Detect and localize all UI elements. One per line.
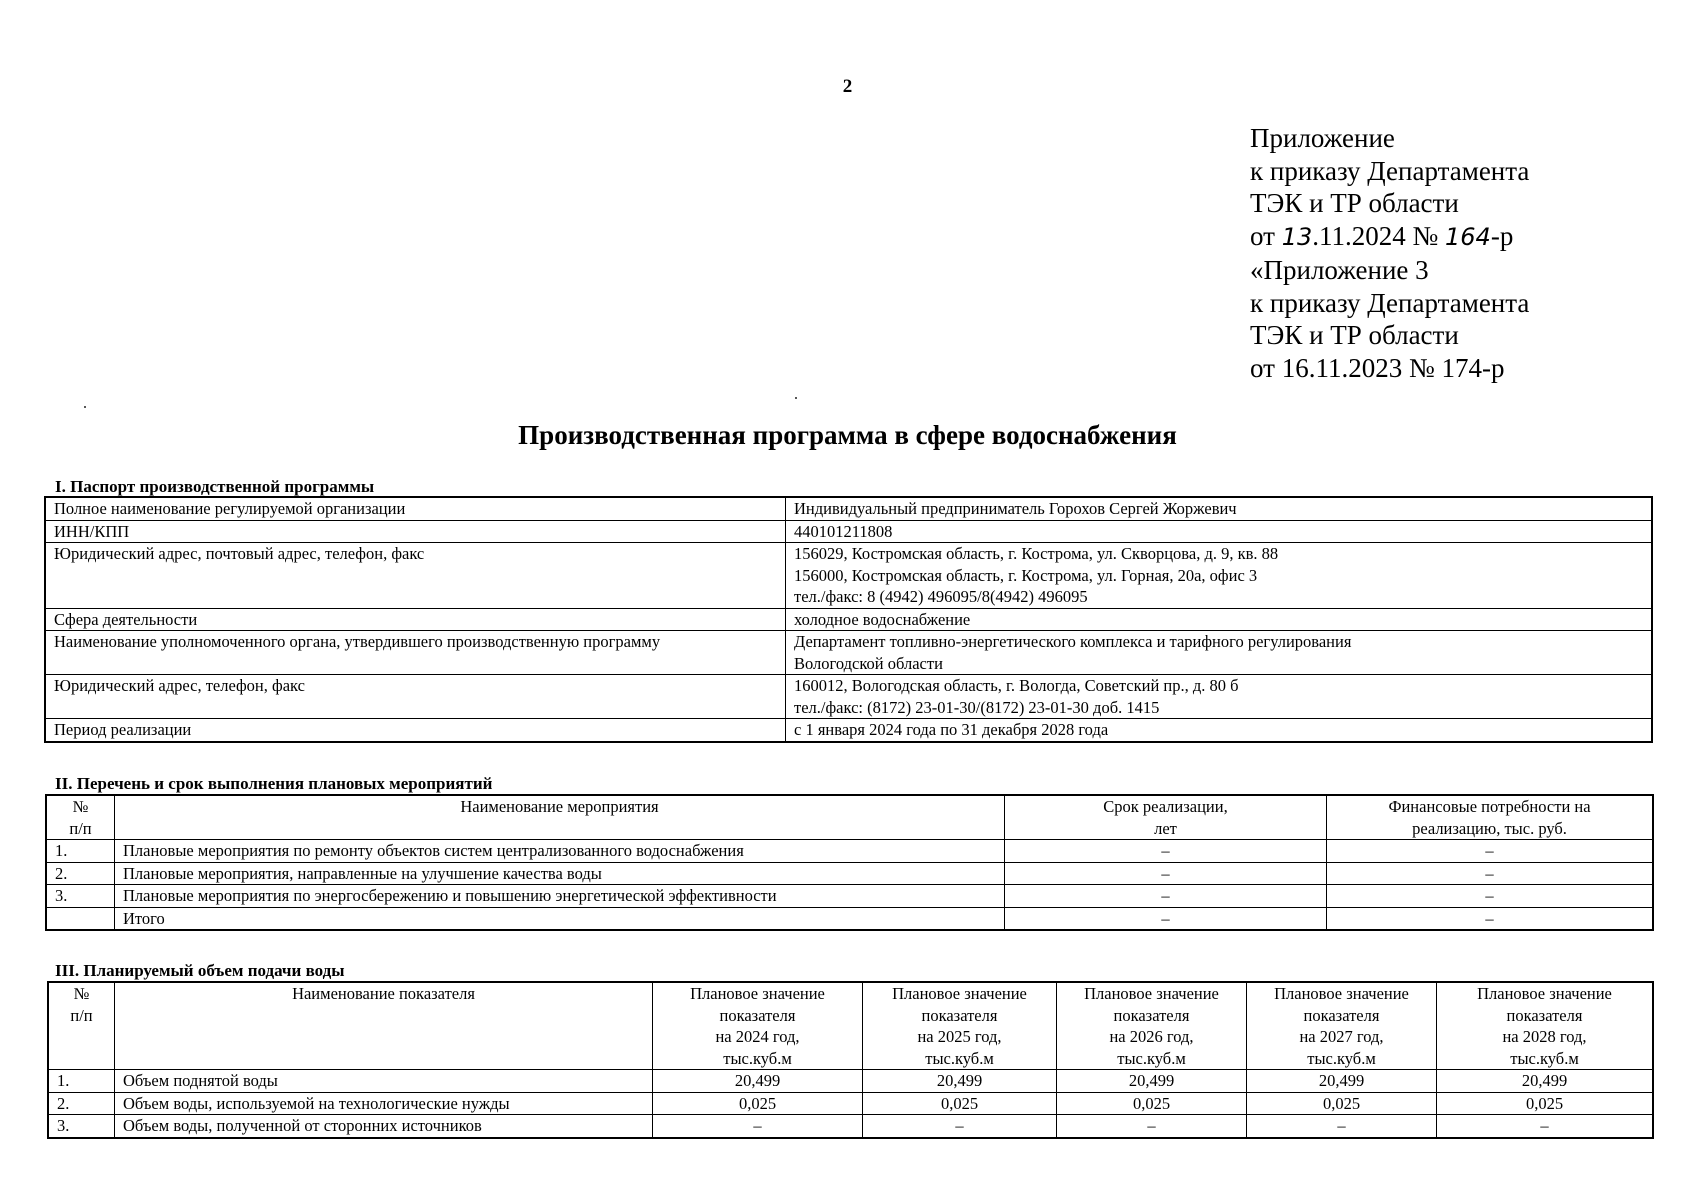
row-number: 3. bbox=[49, 1115, 115, 1138]
row-number: 2. bbox=[49, 1092, 115, 1115]
table-header-row bbox=[47, 796, 1653, 840]
measure-name: Плановые мероприятия по ремонту объектов систем централизованного водоснабжения bbox=[115, 840, 1005, 863]
passport-label: Юридический адрес, почтовый адрес, телефон, факс bbox=[46, 543, 786, 609]
passport-value: 156029, Костромская область, г. Кострома, ул. Скворцова, д. 9, кв. 88 156000, Костромская область, г. Кострома, ул. Горная, 20а, офис 3 тел./факс: 8 (4942) 496095/8(4942) 496095 bbox=[786, 543, 1652, 609]
table-row-total bbox=[47, 907, 1653, 930]
indicator-name: Объем воды, полученной от сторонних источников bbox=[115, 1115, 653, 1138]
passport-value: 160012, Вологодская область, г. Вологда, Советский пр., д. 80 б тел./факс: (8172) 23-01-30/(8172) 23-01-30 доб. 1415 bbox=[786, 675, 1652, 719]
value-2027: – bbox=[1247, 1115, 1437, 1138]
value-2026: 0,025 bbox=[1057, 1092, 1247, 1115]
passport-label: Сфера деятельности bbox=[46, 608, 786, 631]
measure-finance: – bbox=[1327, 862, 1653, 885]
order-date-mid: .11.2024 № bbox=[1312, 221, 1446, 252]
passport-label: Юридический адрес, телефон, факс bbox=[46, 675, 786, 719]
appendix-line: к приказу Департамента bbox=[1250, 155, 1530, 186]
value-2028: 0,025 bbox=[1437, 1092, 1653, 1115]
appendix-line: ТЭК и ТР области bbox=[1250, 188, 1459, 219]
table-row bbox=[46, 719, 1652, 742]
measure-finance: – bbox=[1327, 907, 1653, 930]
passport-value: 440101211808 bbox=[786, 520, 1652, 543]
value-2025: 0,025 bbox=[863, 1092, 1057, 1115]
measure-finance: – bbox=[1327, 885, 1653, 908]
value-2027: 0,025 bbox=[1247, 1092, 1437, 1115]
passport-table bbox=[45, 497, 1652, 742]
table-row bbox=[46, 631, 1652, 675]
table-header-row bbox=[49, 983, 1653, 1070]
scan-speck bbox=[795, 397, 797, 399]
value-2024: 20,499 bbox=[653, 1070, 863, 1093]
water-supply-table bbox=[48, 982, 1653, 1138]
column-header-number: № п/п bbox=[47, 796, 115, 840]
column-header-2026: Плановое значение показателя на 2026 год, тыс.куб.м bbox=[1057, 983, 1247, 1070]
row-number: 1. bbox=[47, 840, 115, 863]
table-row bbox=[47, 885, 1653, 908]
table-row bbox=[49, 1070, 1653, 1093]
column-header-2024: Плановое значение показателя на 2024 год, тыс.куб.м bbox=[653, 983, 863, 1070]
table-row bbox=[49, 1092, 1653, 1115]
appendix-line: «Приложение 3 bbox=[1250, 254, 1429, 285]
column-header-finance: Финансовые потребности на реализацию, тыс. руб. bbox=[1327, 796, 1653, 840]
appendix-line: ТЭК и ТР области bbox=[1250, 320, 1459, 351]
column-header-2027: Плановое значение показателя на 2027 год, тыс.куб.м bbox=[1247, 983, 1437, 1070]
table-row bbox=[46, 520, 1652, 543]
passport-label: Период реализации bbox=[46, 719, 786, 742]
passport-value: Департамент топливно-энергетического комплекса и тарифного регулирования Вологодской области bbox=[786, 631, 1652, 675]
row-number bbox=[47, 907, 115, 930]
value-2025: 20,499 bbox=[863, 1070, 1057, 1093]
value-2027: 20,499 bbox=[1247, 1070, 1437, 1093]
column-header-term: Срок реализации, лет bbox=[1005, 796, 1327, 840]
value-2026: – bbox=[1057, 1115, 1247, 1138]
handwritten-order-number: 164 bbox=[1445, 223, 1491, 252]
order-suffix: -р bbox=[1490, 221, 1514, 252]
appendix-block bbox=[1250, 122, 1529, 385]
value-2026: 20,499 bbox=[1057, 1070, 1247, 1093]
measure-term: – bbox=[1005, 840, 1327, 863]
order-date-prefix: от bbox=[1250, 221, 1282, 252]
table-row bbox=[47, 862, 1653, 885]
value-2025: – bbox=[863, 1115, 1057, 1138]
measure-term: – bbox=[1005, 862, 1327, 885]
section-3-heading: III. Планируемый объем подачи воды bbox=[55, 961, 345, 980]
appendix-line: Приложение bbox=[1250, 123, 1395, 153]
column-header-indicator: Наименование показателя bbox=[115, 983, 653, 1070]
indicator-name: Объем поднятой воды bbox=[115, 1070, 653, 1093]
measure-name: Плановые мероприятия по энергосбережению и повышению энергетической эффективности bbox=[115, 885, 1005, 908]
section-2-heading: II. Перечень и срок выполнения плановых мероприятий bbox=[55, 774, 493, 793]
column-header-2025: Плановое значение показателя на 2025 год, тыс.куб.м bbox=[863, 983, 1057, 1070]
table-row bbox=[46, 675, 1652, 719]
section-1-heading: I. Паспорт производственной программы bbox=[55, 477, 375, 496]
measures-table bbox=[46, 795, 1653, 930]
indicator-name: Объем воды, используемой на технологические нужды bbox=[115, 1092, 653, 1115]
row-number: 1. bbox=[49, 1070, 115, 1093]
measure-finance: – bbox=[1327, 840, 1653, 863]
value-2028: – bbox=[1437, 1115, 1653, 1138]
column-header-number: № п/п bbox=[49, 983, 115, 1070]
appendix-line: от 16.11.2023 № 174-р bbox=[1250, 352, 1505, 383]
measure-name: Плановые мероприятия, направленные на улучшение качества воды bbox=[115, 862, 1005, 885]
measure-name: Итого bbox=[115, 907, 1005, 930]
passport-label: Полное наименование регулируемой организации bbox=[46, 498, 786, 521]
table-row bbox=[49, 1115, 1653, 1138]
measure-term: – bbox=[1005, 885, 1327, 908]
appendix-line: к приказу Департамента bbox=[1250, 287, 1530, 318]
column-header-2028: Плановое значение показателя на 2028 год, тыс.куб.м bbox=[1437, 983, 1653, 1070]
row-number: 3. bbox=[47, 885, 115, 908]
scan-speck bbox=[84, 406, 86, 408]
table-row bbox=[46, 543, 1652, 609]
passport-label: ИНН/КПП bbox=[46, 520, 786, 543]
table-row bbox=[47, 840, 1653, 863]
row-number: 2. bbox=[47, 862, 115, 885]
handwritten-day: 13 bbox=[1281, 223, 1313, 252]
value-2024: 0,025 bbox=[653, 1092, 863, 1115]
table-row bbox=[46, 608, 1652, 631]
passport-label: Наименование уполномоченного органа, утвердившего производственную программу bbox=[46, 631, 786, 675]
value-2024: – bbox=[653, 1115, 863, 1138]
passport-value: холодное водоснабжение bbox=[786, 608, 1652, 631]
measure-term: – bbox=[1005, 907, 1327, 930]
table-row bbox=[46, 498, 1652, 521]
appendix-order-line bbox=[1250, 220, 1529, 254]
passport-value: с 1 января 2024 года по 31 декабря 2028 года bbox=[786, 719, 1652, 742]
value-2028: 20,499 bbox=[1437, 1070, 1653, 1093]
passport-value: Индивидуальный предприниматель Горохов Сергей Жоржевич bbox=[786, 498, 1652, 521]
page-number: 2 bbox=[842, 76, 853, 97]
column-header-name: Наименование мероприятия bbox=[115, 796, 1005, 840]
document-title: Производственная программа в сфере водоснабжения bbox=[518, 420, 1177, 450]
